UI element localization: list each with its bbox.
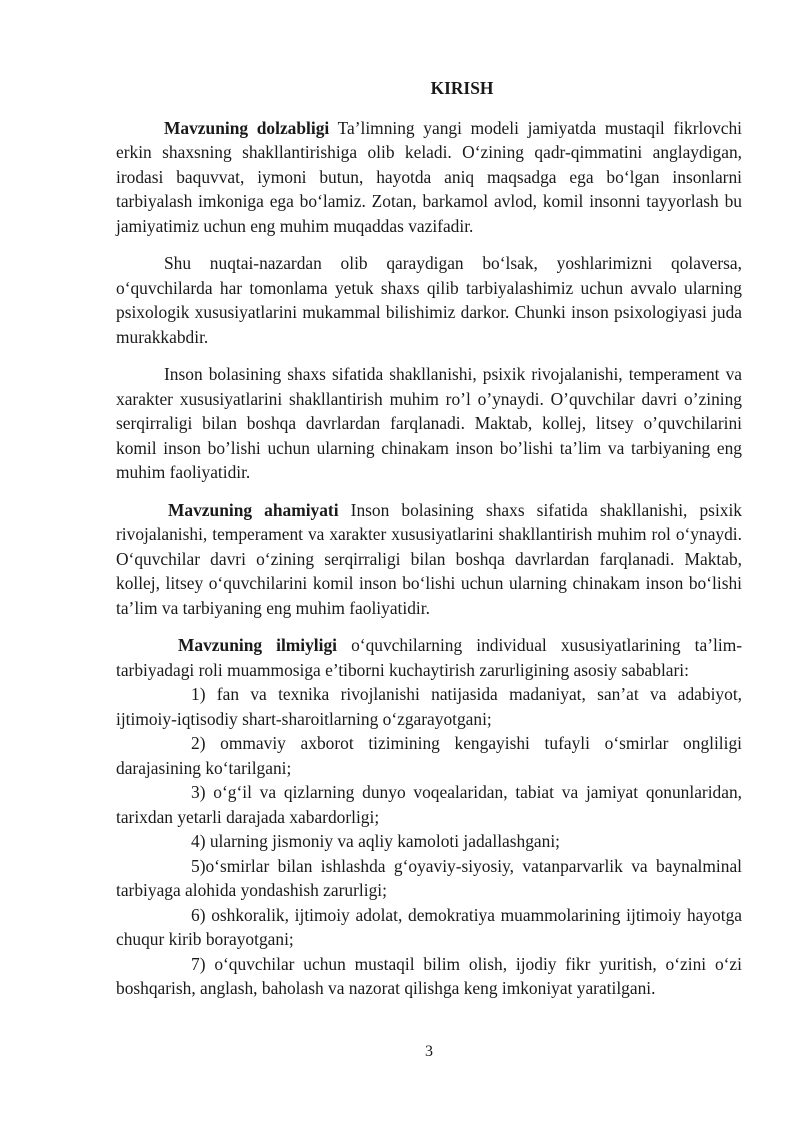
paragraph-body-importance: Inson bolasining shaxs sifatida shakllanishi, psixik rivojalanishi, temperament va xarakter xususiyatlarini shakllantirish muhim rol o‘ynaydi. O‘quvchilar davri o‘zining serqirraligi bilan boshqa davrlardan farqlanadi. Maktab, kollej, litsey o‘quvchilarini komil inson bo‘lishi uchun ularning chinakam inson bo‘lishi ta’lim va tarbiyaning eng muhim faoliyatidir. (116, 499, 743, 618)
document-page (116, 76, 742, 1001)
paragraph-importance (116, 498, 742, 621)
list-item: 5)o‘smirlar bilan ishlashda g‘oyaviy-siyosiy, vatanparvarlik va baynalminal tarbiyaga alohida yondashish zarurligi; (116, 855, 742, 900)
paragraph-lead-scientific: Mavzuning ilmiyligi (178, 635, 338, 655)
list-item: 4) ularning jismoniy va aqliy kamoloti jadallashgani; (191, 831, 560, 851)
paragraph-scientific (116, 633, 742, 682)
list-item: 2) ommaviy axborot tizimining kengayishi tufayli o‘smirlar ongliligi darajasining ko‘tarilgani; (116, 733, 742, 778)
section-heading: KIRISH (430, 78, 494, 98)
list-item: 7) o‘quvchilar uchun mustaqil bilim olish, ijodiy fikr yuritish, o‘zini o‘zi boshqarish, anglash, baholash va nazorat qilishga keng imkoniyat yaratilgani. (116, 953, 742, 998)
page-number: 3 (425, 1043, 433, 1060)
paragraph-body-scientific: o‘quvchilarning individual xususiyatlarining ta’lim-tarbiyadagi roli muammosiga e’tiborni kuchaytirish zarurligining asosiy sabablari: (116, 635, 743, 680)
paragraph-personality: Inson bolasining shaxs sifatida shakllanishi, psixik rivojalanishi, temperament va xarakter xususiyatlarini shakllantirish muhim ro’l o’ynaydi. O’quvchilar davri o’zining serqirraligi bilan boshqa davrlardan farqlanadi. Maktab, kollej, litsey o’quvchilarini komil inson bo’lishi uchun ularning chinakam inson bo’lishi ta’lim va tarbiyaning eng muhim faoliyatidir. (116, 364, 742, 482)
paragraph-lead-importance: Mavzuning ahamiyati (168, 499, 339, 520)
paragraph-body-relevance: Ta’limning yangi modeli jamiyatda mustaqil fikrlovchi erkin shaxsning shakllantirishiga olib keladi. O‘zining qadr-qimmatini anglaydigan, irodasi baquvvat, iymoni butun, hayotda aniq maqsadga ega bo‘lgan insonlarni tarbiyalash imkoniga ega bo‘lamiz. Zotan, barkamol avlod, komil insonni tayyorlash bu jamiyatimiz uchun eng muhim muqaddas vazifadir. (116, 117, 743, 236)
paragraph-viewpoint: Shu nuqtai-nazardan olib qaraydigan bo‘lsak, yoshlarimizni qolaversa, o‘quvchilarda har tomonlama yetuk shaxs qilib tarbiyalashimiz uchun avvalo ularning psixologik xususiyatlarini mukammal bilishimiz darkor. Chunki inson psixologiyasi juda murakkabdir. (116, 253, 742, 347)
paragraph-lead-relevance: Mavzuning dolzabligi (164, 117, 330, 138)
reasons-list (116, 682, 742, 1001)
paragraph-relevance (116, 116, 742, 239)
list-item: 3) o‘g‘il va qizlarning dunyo voqealaridan, tabiat va jamiyat qonunlaridan, tarixdan yetarli darajada xabardorligi; (116, 782, 742, 827)
list-item: 6) oshkoralik, ijtimoiy adolat, demokratiya muammolarining ijtimoiy hayotga chuqur kirib borayotgani; (116, 904, 742, 949)
list-item: 1) fan va texnika rivojlanishi natijasida madaniyat, san’at va adabiyot, ijtimoiy-iqtisodiy shart-sharoitlarning o‘zgarayotgani; (116, 684, 742, 729)
